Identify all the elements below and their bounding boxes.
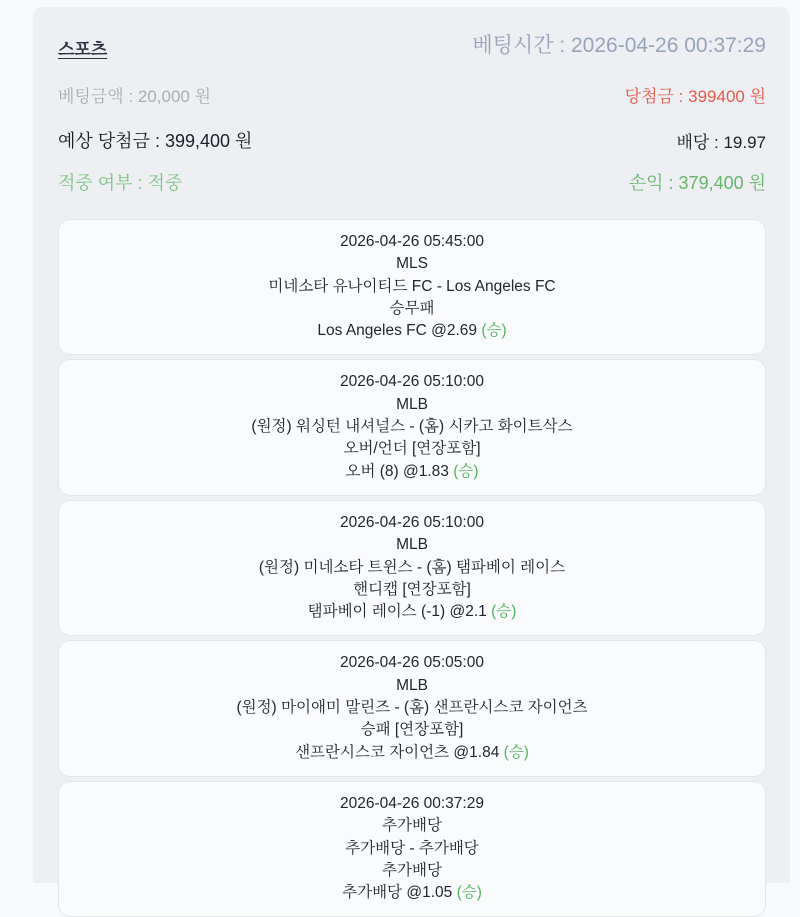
bet-market: 오버/언더 [연장포함]: [343, 440, 481, 458]
bet-league: MLB: [396, 536, 428, 554]
header-row-amounts: [58, 82, 766, 107]
header-row-result: [58, 169, 766, 195]
bet-detail-panel: [33, 7, 790, 902]
expected-win-amount: 예상 당첨금 : 399,400 원: [58, 131, 253, 151]
bet-result: (승): [481, 322, 507, 340]
bet-league: MLS: [396, 255, 428, 273]
bet-card: [58, 781, 766, 917]
bet-pick-line: [69, 742, 755, 764]
bet-pick-line: [69, 320, 755, 342]
bet-match: (원정) 마이애미 말린즈 - (홈) 샌프란시스코 자이언츠: [236, 699, 588, 717]
bet-result: (승): [491, 603, 517, 621]
bet-pick: 샌프란시스코 자이언츠 @1.84: [295, 743, 500, 761]
profit: 손익 : 379,400 원: [628, 173, 766, 193]
bet-pick-line: [69, 882, 755, 904]
header-row-expected: [58, 127, 766, 153]
bet-pick: 오버 (8) @1.83: [345, 462, 449, 480]
bet-amount: 베팅금액 : 20,000 원: [58, 87, 211, 106]
bet-legs-list: [58, 219, 766, 917]
bet-result: (승): [453, 462, 479, 480]
bet-match: 추가배당 - 추가배당: [345, 839, 479, 857]
bet-market: 승무패: [389, 299, 435, 317]
bet-match: 미네소타 유나이티드 FC - Los Angeles FC: [268, 277, 556, 295]
category-title[interactable]: 스포츠: [58, 40, 108, 59]
bet-pick: 추가배당 @1.05: [342, 884, 453, 902]
bet-pick-line: [69, 601, 755, 623]
bet-datetime: 2026-04-26 05:05:00: [340, 654, 484, 672]
bet-league: MLB: [396, 395, 428, 413]
bet-result: (승): [503, 743, 529, 761]
bet-card: [58, 640, 766, 776]
bet-league: MLB: [396, 676, 428, 694]
bet-datetime: 2026-04-26 05:10:00: [340, 373, 484, 391]
total-odds: 배당 : 19.97: [676, 132, 766, 152]
bet-card: [58, 500, 766, 636]
bet-market: 추가배당: [382, 861, 442, 879]
bet-datetime: 2026-04-26 05:10:00: [340, 513, 484, 531]
bet-pick: Los Angeles FC @2.69: [317, 322, 478, 340]
bet-datetime: 2026-04-26 00:37:29: [340, 794, 484, 812]
bet-result: (승): [456, 884, 482, 902]
bet-card: [58, 219, 766, 355]
hit-status: 적중 여부 : 적중: [58, 173, 183, 193]
bet-market: 승패 [연장포함]: [360, 721, 464, 739]
bet-market: 핸디캡 [연장포함]: [353, 580, 471, 598]
bet-match: (원정) 워싱턴 내셔널스 - (홈) 시카고 화이트삭스: [251, 418, 573, 436]
bet-card: [58, 359, 766, 495]
win-amount: 당첨금 : 399400 원: [624, 87, 766, 106]
bet-pick-line: [69, 461, 755, 483]
bet-time: 베팅시간 : 2026-04-26 00:37:29: [472, 34, 766, 57]
header-row-title: [58, 29, 766, 60]
bet-pick: 탬파베이 레이스 (-1) @2.1: [307, 603, 487, 621]
bet-datetime: 2026-04-26 05:45:00: [340, 233, 484, 250]
bet-league: 추가배당: [382, 817, 442, 835]
bet-match: (원정) 미네소타 트윈스 - (홈) 탬파베이 레이스: [258, 558, 566, 576]
